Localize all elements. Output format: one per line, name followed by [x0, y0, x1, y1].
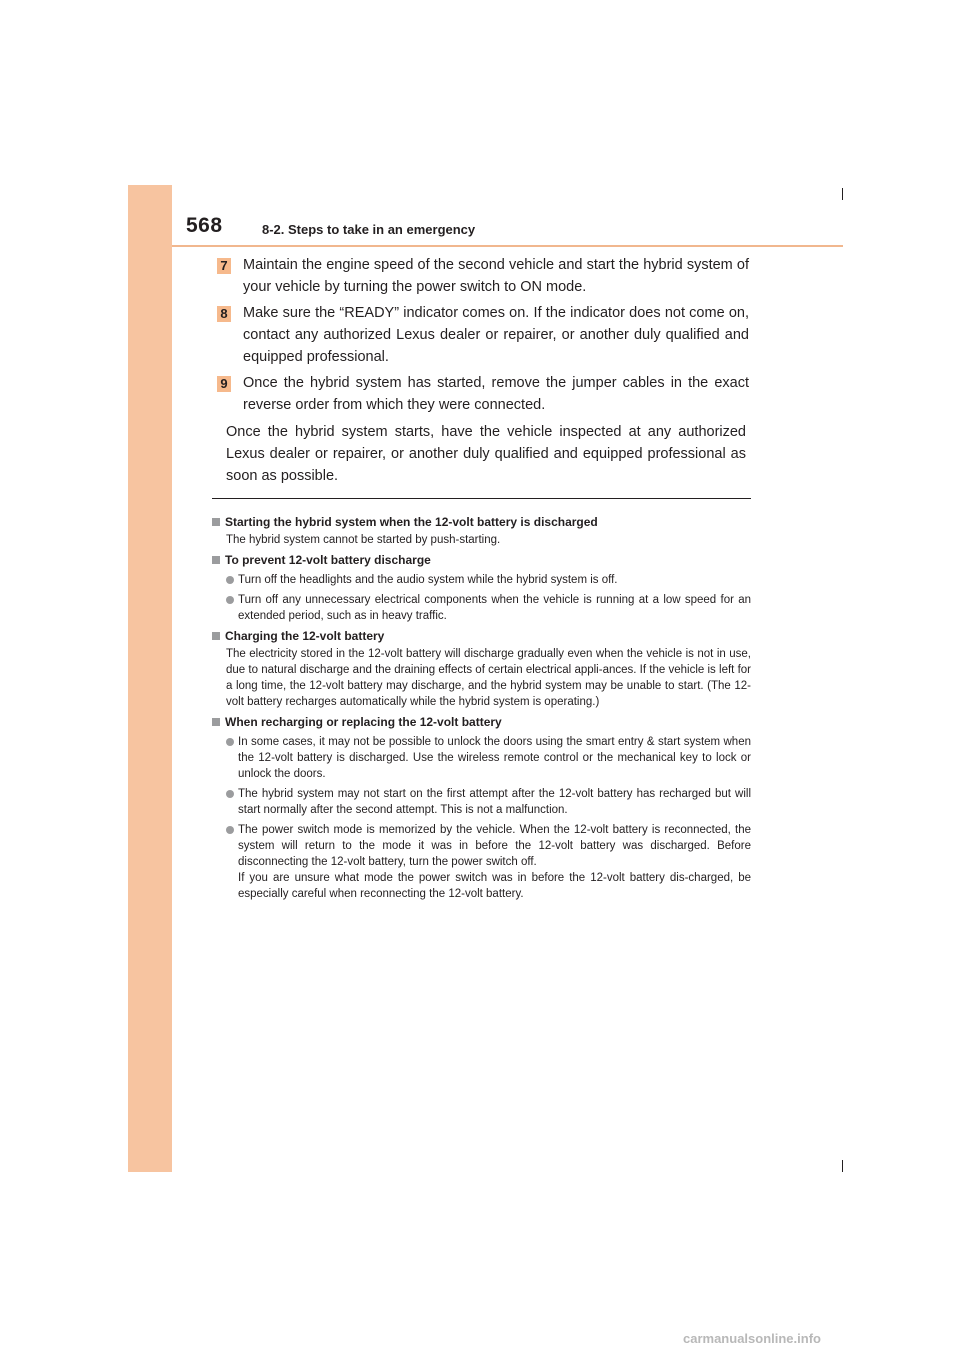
note-text: The hybrid system cannot be started by push-starting.: [226, 534, 501, 546]
watermark: carmanualsonline.info: [683, 1331, 821, 1346]
note-heading: Starting the hybrid system when the 12-volt battery is discharged: [212, 514, 751, 530]
note-bullet: The power switch mode is memorized by the vehicle. When the 12-volt battery is reconnected, the system will return to the mode it was in before the 12-volt battery was discharged. Before disconnecting the 12-volt battery, turn the power switch off.: [212, 822, 751, 870]
square-bullet-icon: [212, 632, 220, 640]
step-text: Make sure the “READY” indicator comes on. If the indicator does not come on, contact any authorized Lexus dealer or repairer, or another duly qualified and equipped professional.: [243, 305, 749, 365]
step-text: Once the hybrid system has started, remove the jumper cables in the exact reverse order from which they were connected.: [243, 375, 749, 413]
step-7: [217, 254, 749, 298]
notes-section: [212, 510, 751, 902]
step-number-badge: 9: [217, 376, 231, 392]
square-bullet-icon: [212, 556, 220, 564]
chapter-tab-bar: [128, 185, 172, 1172]
square-bullet-icon: [212, 518, 220, 526]
step-number-badge: 8: [217, 306, 231, 322]
header-rule: [172, 245, 843, 247]
square-bullet-icon: [212, 718, 220, 726]
note-bullet: Turn off any unnecessary electrical components when the vehicle is running at a low speed for an extended period, such as in heavy traffic.: [212, 592, 751, 624]
notes-divider: [212, 498, 751, 499]
page-number: 568: [186, 214, 223, 237]
section-title: 8-2. Steps to take in an emergency: [262, 222, 476, 237]
circle-bullet-icon: [226, 790, 234, 798]
step-text: Maintain the engine speed of the second vehicle and start the hybrid system of your vehicle by turning the power switch to ON mode.: [243, 257, 749, 295]
note-bullet-continuation: If you are unsure what mode the power switch was in before the 12-volt battery dis-charged, be especially careful when reconnecting the 12-volt battery.: [238, 872, 751, 900]
closing-paragraph: Once the hybrid system starts, have the vehicle inspected at any authorized Lexus dealer or repairer, or another duly qualified and equipped professional as soon as possible.: [226, 424, 746, 484]
circle-bullet-icon: [226, 576, 234, 584]
note-text: The electricity stored in the 12-volt battery will discharge gradually even when the vehicle is not in use, due to natural discharge and the draining effects of certain electrical appli-ances. If the vehicle is left for a long time, the 12-volt battery may discharge, and the hybrid system may be unable to start. (The 12-volt battery recharges automatically while the hybrid system is operating.): [226, 648, 751, 708]
crop-mark-top: [842, 188, 843, 200]
note-heading: To prevent 12-volt battery discharge: [212, 552, 751, 568]
step-8: [217, 302, 749, 368]
crop-mark-bottom: [842, 1160, 843, 1172]
step-9: [217, 372, 749, 416]
circle-bullet-icon: [226, 596, 234, 604]
note-heading: When recharging or replacing the 12-volt battery: [212, 714, 751, 730]
note-bullet: The hybrid system may not start on the first attempt after the 12-volt battery has recharged but will start normally after the second attempt. This is not a malfunction.: [212, 786, 751, 818]
note-heading: Charging the 12-volt battery: [212, 628, 751, 644]
note-bullet: In some cases, it may not be possible to unlock the doors using the smart entry & start system when the 12-volt battery is discharged. Use the wireless remote control or the mechanical key to lock or unlock the doors.: [212, 734, 751, 782]
step-number-badge: 7: [217, 258, 231, 274]
note-bullet: Turn off the headlights and the audio system while the hybrid system is off.: [212, 572, 751, 588]
circle-bullet-icon: [226, 738, 234, 746]
circle-bullet-icon: [226, 826, 234, 834]
